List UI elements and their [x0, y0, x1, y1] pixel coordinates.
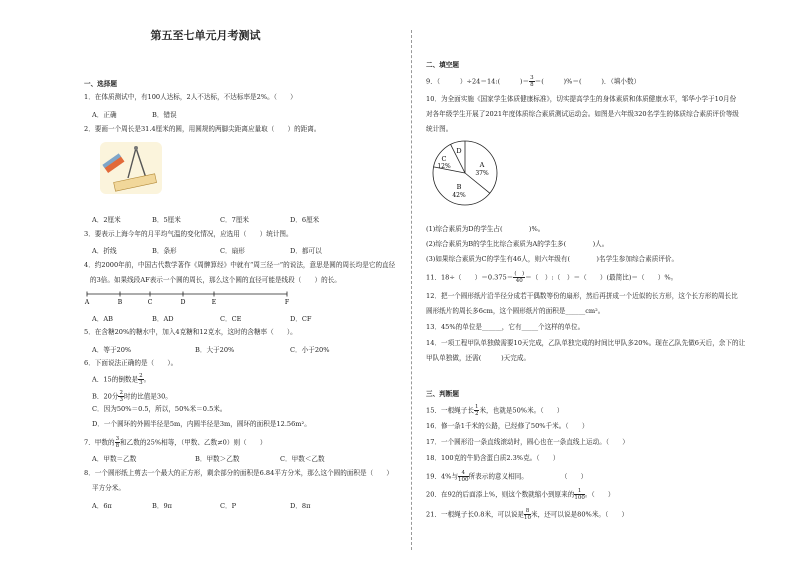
section-judge-heading: 三、判断题 [426, 390, 459, 398]
question-14-line1: 14．一项工程甲队单独做需要10天完成，乙队单独完成的时间比甲队多20%。现在乙队先做6天后，余下的让 [426, 339, 746, 347]
q4-option-d[interactable]: D．CF [290, 315, 312, 323]
q4-option-c[interactable]: C．CE [220, 315, 242, 323]
fraction: $\frac{( )}{40}$ [514, 271, 525, 284]
q6-option-c[interactable]: C．因为50%＝0.5，所以，50%米＝0.5米。 [92, 405, 227, 413]
question-9: 9．（ ）÷24＝14:( )＝ $\frac{3}{8}$ ＝( )%＝( )．（填小数） [426, 75, 641, 88]
question-14-line2: 甲队单独做，还需( )天完成。 [426, 354, 531, 362]
pie-label-a: A [479, 161, 485, 169]
question-8-line1: 8．一个圆形纸上剪去一个最大的正方形，剩余部分的面积是6.84平方分米，那么这个圆的面积是（ ） [84, 469, 393, 477]
question-19: 19．4%与 $\frac{4}{100}$ 所表示的意义相同。 （ ） [426, 470, 588, 483]
question-7: 7．甲数的 $\frac{3}{8}$ 和乙数的25%相等，（甲数、乙数≠0）则（ ） [84, 436, 267, 449]
pie-value-c: 12% [437, 163, 451, 170]
q3-option-c[interactable]: C．扇形 [220, 247, 245, 255]
segment-af-diagram [84, 290, 294, 306]
q4-option-a[interactable]: A．AB [92, 315, 113, 323]
grade-pie-chart [428, 138, 508, 208]
q3-option-b[interactable]: B．条形 [152, 247, 177, 255]
question-18: 18．100克的牛奶含蛋白质2.3%克。（ ） [426, 454, 560, 462]
question-17: 17．一个圆形沿一条直线滚动时，圆心也在一条直线上运动。（ ） [426, 438, 629, 446]
q1-option-b[interactable]: B．错误 [152, 111, 177, 119]
point-b-label: B [117, 299, 123, 306]
question-10-line3: 统计图。 [426, 125, 453, 133]
question-16: 16．修一条1千米的公路，已经修了50%千米。（ ） [426, 422, 589, 430]
fraction: $\frac{1}{100}$ [574, 488, 585, 501]
question-1: 1．在体质测试中，有100人达标，2人不达标，不达标率是2%。（ ） [84, 93, 297, 101]
question-10-line2: 对各年级学生开展了2021年度体质综合素质测试运动会。如图是六年级320名学生的体质综合素质评价等级 [426, 110, 739, 118]
q2-option-d[interactable]: D．6厘米 [290, 216, 320, 224]
question-4-line1: 4．约2000年前，中国古代数学著作《周髀算经》中就有“周三径一”的说法，意思是圆的周长均是它的直径 [84, 261, 396, 269]
fraction: $\frac{1}{2}$ [474, 404, 479, 417]
question-6: 6．下面说法正确的是（ ）。 [84, 359, 178, 367]
q7-option-a[interactable]: A．甲数＝乙数 [92, 455, 137, 463]
q7-option-b[interactable]: B．甲数＞乙数 [195, 455, 240, 463]
q6-option-a[interactable]: A．15的倒数是 $\frac{2}{3}$ 。 [92, 373, 151, 386]
q5-option-a[interactable]: A．等于20% [92, 346, 132, 354]
point-f-label: F [284, 299, 290, 306]
fraction: $\frac{3}{8}$ [115, 436, 120, 449]
q3-option-a[interactable]: A．折线 [92, 247, 117, 255]
fraction: $\frac{8}{10}$ [524, 508, 532, 521]
q6-option-d[interactable]: D．一个圆环的外圆半径是5m，内圆半径是3m，圆环的面积是12.56m²。 [92, 420, 311, 428]
question-4-line2: 的3倍。如果线段AF表示一个圆的周长，那么这个圆的直径可能是线段（ ）的长。 [90, 276, 341, 284]
ruler-compass-illustration [100, 142, 162, 194]
q8-option-d[interactable]: D．8π [290, 502, 311, 510]
question-2: 2．要画一个周长是31.4厘米的圆，用圆规的两脚尖距离应量取（ ）的距离。 [84, 125, 321, 133]
pie-value-b: 42% [452, 192, 466, 199]
question-12-line1: 12．把一个圆形纸片沿半径分成若干偶数等份的扇形，然后再拼成一个近似的长方形，这个长方形的周长比 [426, 292, 738, 300]
point-c-label: C [147, 299, 153, 306]
pie-label-d: D [456, 147, 462, 155]
point-e-label: E [211, 299, 217, 306]
column-divider [411, 30, 412, 550]
fraction: $\frac{2}{3}$ [139, 373, 143, 386]
pie-label-c: C [441, 155, 447, 163]
q5-option-c[interactable]: C．小于20% [290, 346, 330, 354]
q2-option-b[interactable]: B．5厘米 [152, 216, 181, 224]
question-10-part1: (1)综合素质为D的学生占( )%。 [426, 225, 545, 233]
fraction: $\frac{2}{3}$ [119, 390, 123, 403]
question-10-line1: 10．为全面实施《国家学生体质健康标准》，切实提高学生的身体素质和体质健康水平，邹华小学于10月份 [426, 95, 737, 103]
pie-value-a: 37% [475, 170, 489, 177]
fraction: $\frac{4}{100}$ [458, 470, 469, 483]
question-10-part2: (2)综合素质为B的学生比综合素质为A的学生多( )人。 [426, 240, 609, 248]
question-3: 3．要表示上海今年的月平均气温的变化情况，应选用（ ）统计图。 [84, 230, 293, 238]
question-10-part3: (3)如果综合素质为C的学生有46人，则六年级有( )名学生参加综合素质评价。 [426, 255, 679, 263]
question-5: 5．在含糖20%的糖水中，加入4克糖和12克水，这时的含糖率（ ）。 [84, 328, 297, 336]
q5-option-b[interactable]: B．大于20% [195, 346, 235, 354]
pie-label-b: B [456, 183, 462, 191]
question-13: 13．45%的单位是______，它有_____个这样的单位。 [426, 323, 585, 331]
fraction: $\frac{3}{8}$ [530, 75, 534, 88]
question-11: 11．18÷（ ）＝0.375＝ $\frac{( )}{40}$ ＝（ ）:（ ）＝（ ）(最简比)＝（ ）%。 [426, 271, 678, 284]
question-12-line2: 圆形纸片的周长多6cm，这个圆形纸片的面积是______cm²。 [426, 307, 605, 315]
point-a-label: A [84, 299, 90, 306]
question-20: 20．在92的后面添上%，则这个数就缩小到原来的 $\frac{1}{100}$ 。（ ） [426, 488, 615, 501]
question-21: 21．一根绳子长0.8米，可以说是 $\frac{8}{10}$ 米，还可以说是80%米。（ ） [426, 508, 629, 521]
q7-option-c[interactable]: C．甲数＜乙数 [280, 455, 325, 463]
page-title: 第五至七单元月考测试 [150, 29, 261, 42]
q2-option-c[interactable]: C．7厘米 [220, 216, 250, 224]
q8-option-b[interactable]: B．9π [152, 502, 172, 510]
q8-option-a[interactable]: A．6π [92, 502, 112, 510]
point-d-label: D [180, 299, 186, 306]
q1-option-a[interactable]: A．正确 [92, 111, 117, 119]
question-15: 15．一根绳子长 $\frac{1}{2}$ 米，也就是50%米。（ ） [426, 404, 564, 417]
q3-option-d[interactable]: D．都可以 [290, 247, 322, 255]
q6-option-b[interactable]: B．20分 $\frac{2}{3}$ 时的比值是30。 [92, 390, 172, 403]
section-choice-heading: 一、选择题 [84, 80, 117, 88]
section-fill-heading: 二、填空题 [426, 61, 459, 69]
q8-option-c[interactable]: C．P [220, 502, 237, 510]
q4-option-b[interactable]: B．AD [152, 315, 174, 323]
q2-option-a[interactable]: A．2厘米 [92, 216, 121, 224]
question-8-line2: 平方分米。 [92, 484, 125, 492]
